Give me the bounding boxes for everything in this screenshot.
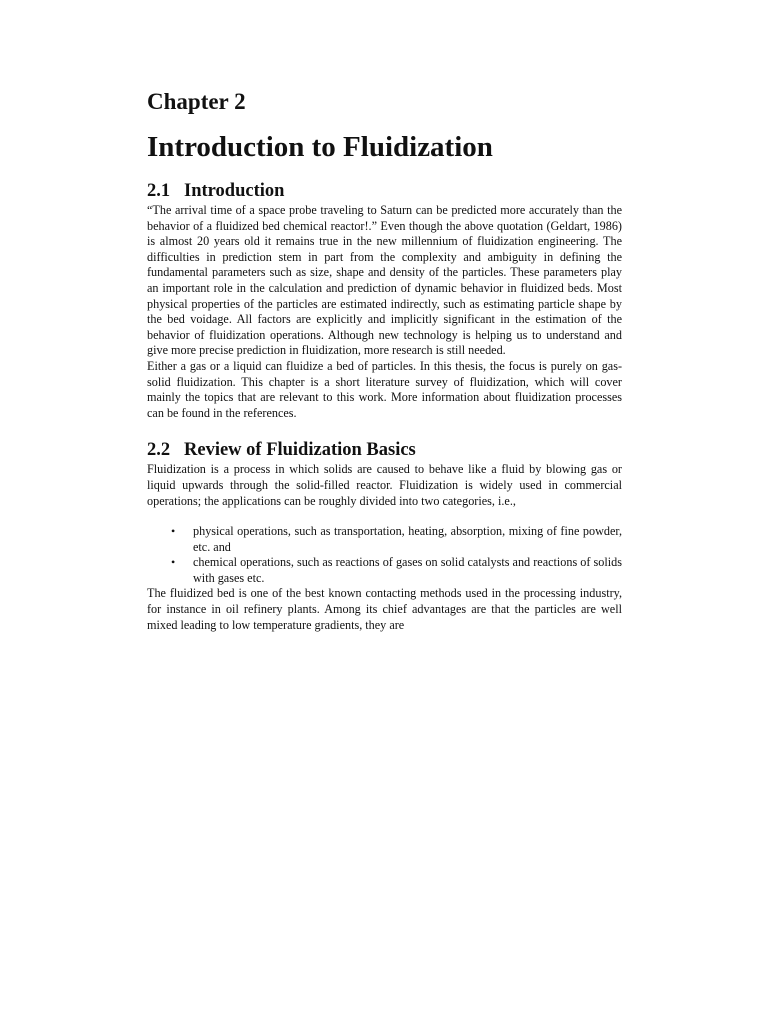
section-heading-2-2 <box>147 438 622 462</box>
list-item <box>171 555 622 586</box>
chapter-title: Introduction to Fluidization <box>147 131 493 163</box>
list-item-text: physical operations, such as transportation, heating, absorption, mixing of fine powder, etc. and <box>193 524 622 554</box>
section-title: Review of Fluidization Basics <box>184 440 416 461</box>
body-paragraph: Fluidization is a process in which solids are caused to behave like a fluid by blowing gas or liquid upwards through the solid-filled reactor. Fluidization is widely used in commercial operations; the applications can be roughly divided into two categories, i.e., <box>147 462 622 508</box>
bullet-icon: • <box>171 524 176 539</box>
body-paragraph: The fluidized bed is one of the best known contacting methods used in the processing industry, for instance in oil refinery plants. Among its chief advantages are that the particles are well mixed leading to low temperature gradients, they are <box>147 586 622 632</box>
bullet-list <box>147 524 622 586</box>
section-number: 2.1 <box>147 181 171 201</box>
body-paragraph: “The arrival time of a space probe traveling to Saturn can be predicted more accurately than the behavior of a fluidized bed chemical reactor!.” Even though the above quotation (Geldart, 1986) is almost 20 years old it remains true in the new millennium of fluidization engineering. The difficulties in prediction stem in part from the complexity and ambiguity in defining the fundamental parameters such as size, shape and density of the particles. These parameters play an important role in the calculation and prediction of dynamic behavior in fluidized beds. Most physical properties of the particles are estimated indirectly, such as estimating particle shape by the bed voidage. All factors are explicitly and implicitly significant in the estimation of the behavior of fluidization operations. Although new technology is helping us to understand and give more precise prediction in fluidization, more research is still needed. <box>147 203 622 358</box>
chapter-label: Chapter 2 <box>147 89 246 114</box>
section-heading-2-1 <box>147 179 622 203</box>
bullet-icon: • <box>171 555 176 570</box>
section-title: Introduction <box>184 181 285 201</box>
body-paragraph: Either a gas or a liquid can fluidize a bed of particles. In this thesis, the focus is purely on gas-solid fluidization. This chapter is a short literature survey of fluidization, which will cover mainly the topics that are relevant to this work. More information about fluidization processes can be found in the references. <box>147 358 622 420</box>
section-number: 2.2 <box>147 440 171 461</box>
list-item-text: chemical operations, such as reactions of gases on solid catalysts and reactions of solids with gases etc. <box>193 555 622 585</box>
list-item <box>171 524 622 555</box>
